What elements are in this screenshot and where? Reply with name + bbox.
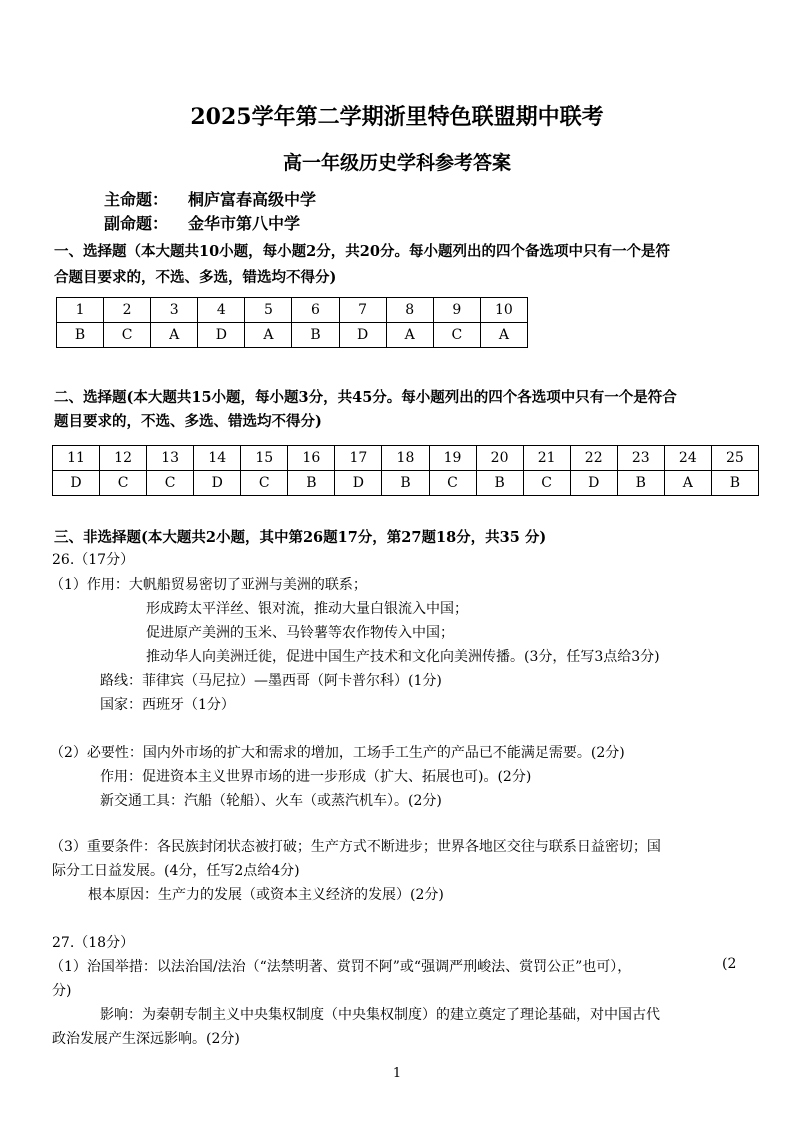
question-number-cell: 24 [664, 446, 711, 471]
answer-cell: D [194, 471, 241, 496]
question-number-cell: 10 [480, 298, 527, 323]
section1-heading-line1: 一、选择题（本大题共10小题，每小题2分，共20分。每小题列出的四个备选项中只有一个是符 [54, 243, 670, 260]
answer-cell: B [476, 471, 523, 496]
answer-cell: A [245, 323, 292, 348]
question-number-cell: 17 [335, 446, 382, 471]
question-number-cell: 12 [100, 446, 147, 471]
q26-part1-line2: 形成跨太平洋丝、银对流，推动大量白银流入中国； [146, 601, 468, 617]
answer-cell: D [198, 323, 245, 348]
answer-cell: A [386, 323, 433, 348]
answer-cell: B [292, 323, 339, 348]
section1-number-row [57, 298, 528, 323]
question-number-cell: 20 [476, 446, 523, 471]
q26-part3-line2: 际分工日益发展。(4分，任写2点给4分) [52, 863, 300, 879]
question-number-cell: 22 [570, 446, 617, 471]
question-number-cell: 23 [617, 446, 664, 471]
page-number: 1 [392, 1066, 402, 1081]
answer-cell: C [241, 471, 288, 496]
answer-cell: D [570, 471, 617, 496]
question-number-cell: 5 [245, 298, 292, 323]
q27-part1-line4: 政治发展产生深远影响。(2分) [52, 1031, 240, 1047]
q27-heading: 27.（18分） [52, 935, 135, 951]
q26-part3-line1: （3）重要条件：各民族封闭状态被打破；生产方式不断进步；世界各地区交往与联系日益密切；国 [50, 839, 661, 855]
question-number-cell: 14 [194, 446, 241, 471]
question-number-cell: 15 [241, 446, 288, 471]
answer-cell: C [523, 471, 570, 496]
question-number-cell: 7 [339, 298, 386, 323]
q26-part2-line1: （2）必要性：国内外市场的扩大和需求的增加，工场手工生产的产品已不能满足需要。(2分) [50, 745, 625, 761]
question-number-cell: 16 [288, 446, 335, 471]
answer-cell: C [429, 471, 476, 496]
question-number-cell: 4 [198, 298, 245, 323]
answer-cell: A [664, 471, 711, 496]
document-subtitle: 高一年级历史学科参考答案 [282, 152, 511, 174]
q27-part1-line3: 影响：为秦朝专制主义中央集权制度（中央集权制度）的建立奠定了理论基础，对中国古代 [100, 1007, 660, 1023]
q26-part3-line3: 根本原因：生产力的发展（或资本主义经济的发展）(2分) [88, 887, 444, 903]
document-title: 2025学年第二学期浙里特色联盟期中联考 [190, 104, 604, 130]
question-number-cell: 3 [151, 298, 198, 323]
chief-setter-label: 主命题： [104, 190, 169, 209]
answer-cell: A [480, 323, 527, 348]
answer-cell: C [433, 323, 480, 348]
answer-cell: B [57, 323, 104, 348]
q26-part1-line1: （1）作用：大帆船贸易密切了亚洲与美洲的联系； [50, 577, 367, 593]
section1-heading-line2: 合题目要求的，不选、多选，错选均不得分) [54, 269, 337, 286]
section2-answer-table [52, 445, 759, 496]
answer-cell: B [617, 471, 664, 496]
answer-cell: B [382, 471, 429, 496]
q26-part2-line2: 作用：促进资本主义世界市场的进一步形成（扩大、拓展也可)。(2分) [100, 769, 532, 785]
chief-setter-school: 桐庐富春高级中学 [188, 190, 317, 209]
question-number-cell: 13 [147, 446, 194, 471]
answer-cell: D [53, 471, 100, 496]
answer-cell: C [147, 471, 194, 496]
section2-heading-line2: 题目要求的，不选、多选、错选均不得分) [54, 413, 322, 430]
q26-part2-line3: 新交通工具：汽船（轮船）、火车（或蒸汽机车）。(2分) [100, 793, 442, 809]
question-number-cell: 8 [386, 298, 433, 323]
answer-cell: D [339, 323, 386, 348]
q27-part1-line1-tail: (2 [722, 956, 737, 972]
q26-part1-line4: 推动华人向美洲迁徙，促进中国生产技术和文化向美洲传播。(3分，任写3点给3分) [146, 649, 660, 665]
q26-country: 国家：西班牙（1分） [100, 697, 235, 713]
answer-cell: B [711, 471, 758, 496]
question-number-cell: 2 [104, 298, 151, 323]
q27-part1-line2: 分) [52, 983, 72, 999]
q26-route: 路线：菲律宾（马尼拉）—墨西哥（阿卡普尔科）(1分) [100, 673, 442, 689]
question-number-cell: 6 [292, 298, 339, 323]
q27-part1-line1: （1）治国举措：以法治国/法治（“法禁明著、赏罚不阿”或“强调严刑峻法、赏罚公正”也可）， [50, 959, 632, 975]
question-number-cell: 25 [711, 446, 758, 471]
answer-cell: C [104, 323, 151, 348]
q26-part1-line3: 促进原产美洲的玉米、马铃薯等农作物传入中国； [146, 625, 454, 641]
question-number-cell: 18 [382, 446, 429, 471]
section2-heading-line1: 二、选择题(本大题共15小题，每小题3分，共45分。每小题列出的四个各选项中只有一个是符合 [54, 389, 677, 406]
answer-cell: B [288, 471, 335, 496]
question-number-cell: 1 [57, 298, 104, 323]
deputy-setter-label: 副命题： [104, 214, 169, 233]
section1-answer-row [57, 323, 528, 348]
answer-cell: D [335, 471, 382, 496]
answer-cell: A [151, 323, 198, 348]
answer-cell: C [100, 471, 147, 496]
question-number-cell: 19 [429, 446, 476, 471]
q26-heading: 26.（17分） [52, 552, 135, 568]
question-number-cell: 21 [523, 446, 570, 471]
section2-answer-row [53, 471, 759, 496]
section1-answer-table [56, 297, 528, 348]
section3-heading: 三、非选择题(本大题共2小题，其中第26题17分，第27题18分，共35 分) [54, 529, 547, 546]
deputy-setter-school: 金华市第八中学 [188, 214, 301, 233]
question-number-cell: 11 [53, 446, 100, 471]
section2-number-row [53, 446, 759, 471]
question-number-cell: 9 [433, 298, 480, 323]
